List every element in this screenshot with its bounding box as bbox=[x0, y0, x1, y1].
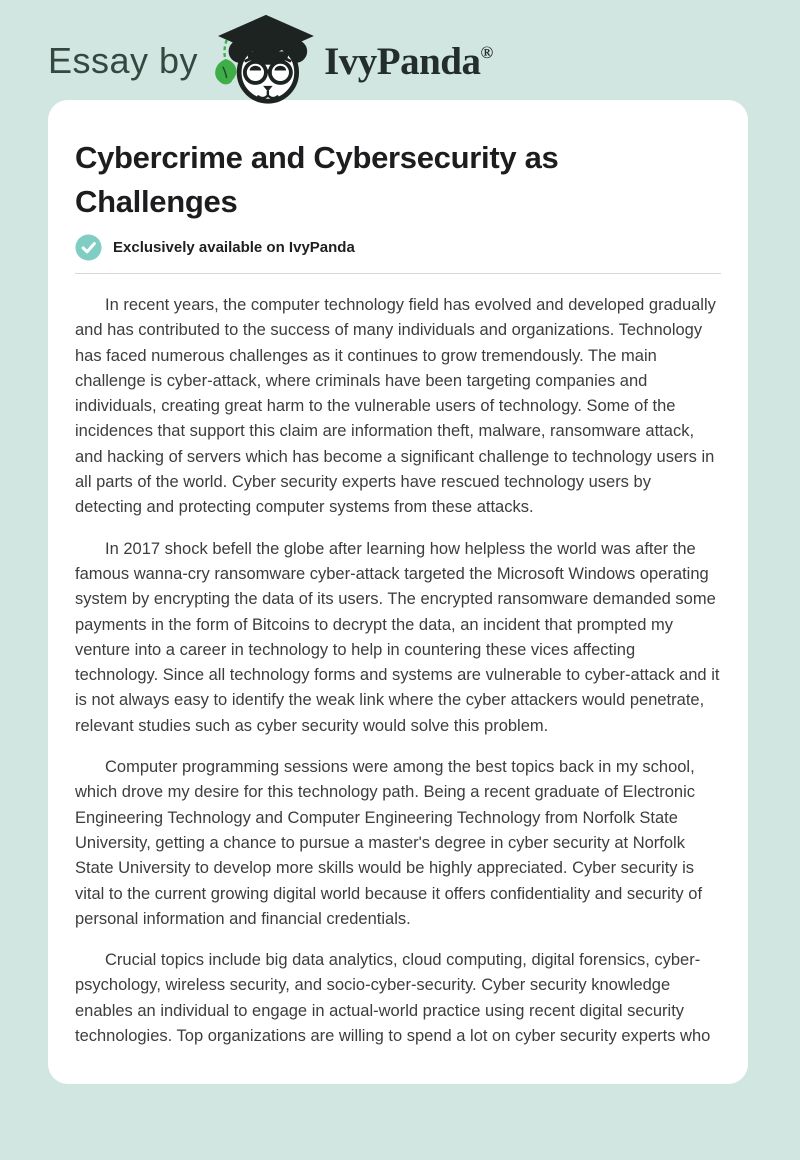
brand-text: IvyPanda bbox=[324, 39, 481, 83]
check-icon bbox=[75, 234, 102, 261]
essay-paragraph-2: In 2017 shock befell the globe after learning how helpless the world was after the famous wanna-cry ransomware cyber-attack targeted the Microsoft Windows operating system by encrypting the data of its users. The encrypted ransomware demanded some payments in the form of Bitcoins to decrypt the data, an incident that prompted my venture into a career in technology to help in countering these vices affecting technology. Since all technology forms and systems are vulnerable to cyber-attack and it is not always easy to identify the weak link where the cyber attackers would penetrate, relevant studies such as cyber security would solve this problem. bbox=[75, 539, 720, 735]
essay-paragraph-4: Crucial topics include big data analytics, cloud computing, digital forensics, cyber-psychology, wireless security, and socio-cyber-security. Cyber security knowledge enables an individual to engage in actual-world practice using recent digital security technologies. Top organizations are willing to spend a lot on cyber security experts who bbox=[75, 951, 711, 1046]
badge-text: Exclusively available on IvyPanda bbox=[113, 239, 355, 256]
brand-name bbox=[324, 39, 493, 84]
divider bbox=[75, 273, 721, 274]
panda-graduate-icon bbox=[210, 13, 320, 105]
essay-title: Cybercrime and Cybersecurity as Challenges bbox=[75, 140, 559, 219]
header-prefix: Essay by bbox=[48, 40, 199, 81]
registered-mark: ® bbox=[480, 42, 493, 62]
essay-card bbox=[48, 100, 748, 1084]
essay-paragraph-3: Computer programming sessions were among the best topics back in my school, which drove my desire for this technology path. Being a recent graduate of Electronic Engineering Technology and Computer Engineering Technology from Norfolk State University, getting a chance to pursue a master's degree in cyber security at Norfolk State University to develop more skills would be highly appreciated. Cyber security is vital to the current growing digital world because it offers confidentiality and security of personal information and financial credentials. bbox=[75, 758, 703, 928]
exclusive-badge bbox=[75, 234, 721, 261]
site-header bbox=[0, 0, 800, 100]
essay-paragraph-1: In recent years, the computer technology field has evolved and developed gradually and has contributed to the success of many individuals and organizations. Technology has faced numerous challenges as it continues to grow tremendously. The main challenge is cyber-attack, where criminals have been targeting companies and individuals, creating great harm to the vulnerable users of technology. Some of the incidences that support this claim are information theft, malware, ransomware attack, and hacking of servers which has become a significant challenge to technology users in all parts of the world. Cyber security experts have rescued technology users by detecting and protecting computer systems from these attacks. bbox=[75, 296, 716, 517]
